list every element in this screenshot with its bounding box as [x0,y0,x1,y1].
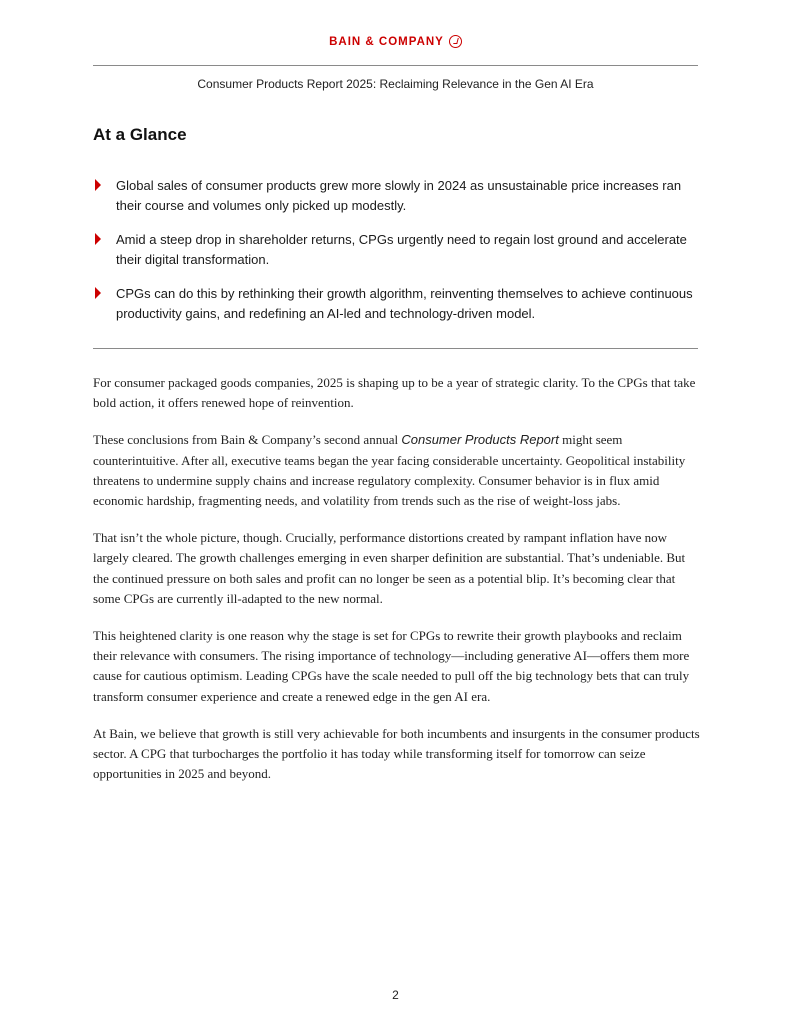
paragraph-text: might seem counterintuitive. After all, executive teams began the year facing considerable uncertainty. Geopolitical instability threatens to undermine supply chains and increase regulatory complexity. Consumer behavior is in flux amid economic hardship, fragmenting needs, and volatility from trends such as the rise of weight-loss jabs. [93,432,686,509]
brand-header [0,35,791,48]
glance-bullet [93,284,698,324]
bullet-arrow-icon [95,287,101,299]
glance-heading: At a Glance [93,125,187,144]
glance-bullet-text: Amid a steep drop in shareholder returns, CPGs urgently need to regain lost ground and accelerate their digital transformation. [116,232,687,267]
body-paragraph: At Bain, we believe that growth is still very achievable for both incumbents and insurgents in the consumer products sector. A CPG that turbocharges the portfolio it has today while transforming itself for tomorrow can seize opportunities in 2025 and beyond. [93,725,700,782]
paragraph-text: These conclusions from Bain & Company’s second annual [93,432,402,448]
report-title: Consumer Products Report 2025: Reclaiming Relevance in the Gen AI Era [197,77,594,91]
body-paragraph: This heightened clarity is one reason why the stage is set for CPGs to rewrite their growth playbooks and reclaim their relevance with consumers. The rising importance of technology—including generative AI—offers them more cause for cautious optimism. Leading CPGs have the scale needed to pull off the big technology bets that can truly transform consumer experience and create a renewed edge in the gen AI era. [93,628,690,704]
glance-bullet-list [93,176,698,338]
bullet-arrow-icon [95,233,101,245]
bain-logo-icon [449,35,462,48]
body-text [93,373,703,801]
bullet-arrow-icon [95,179,101,191]
glance-bullet-text: Global sales of consumer products grew more slowly in 2024 as unsustainable price increases ran their course and volumes only picked up modestly. [116,178,682,213]
body-paragraph [93,430,703,511]
glance-bullet [93,230,698,270]
brand-name: BAIN & COMPANY [329,36,444,48]
glance-bullet-text: CPGs can do this by rethinking their growth algorithm, reinventing themselves to achieve continuous productivity gains, and redefining an AI-led and technology-driven model. [116,286,693,321]
body-paragraph: For consumer packaged goods companies, 2025 is shaping up to be a year of strategic clarity. To the CPGs that take bold action, it offers renewed hope of reinvention. [93,375,696,411]
page-number: 2 [392,988,399,1002]
header-divider [93,65,698,66]
report-name: Consumer Products Report [401,432,559,448]
body-paragraph: That isn’t the whole picture, though. Crucially, performance distortions created by rampant inflation have now largely cleared. The growth challenges emerging in even sharper definition are substantial. That’s undeniable. But the continued pressure on both sales and profit can no longer be seen as a potential blip. It’s becoming clear that some CPGs are currently ill-adapted to the new normal. [93,530,686,606]
section-divider [93,348,698,349]
glance-bullet [93,176,698,216]
